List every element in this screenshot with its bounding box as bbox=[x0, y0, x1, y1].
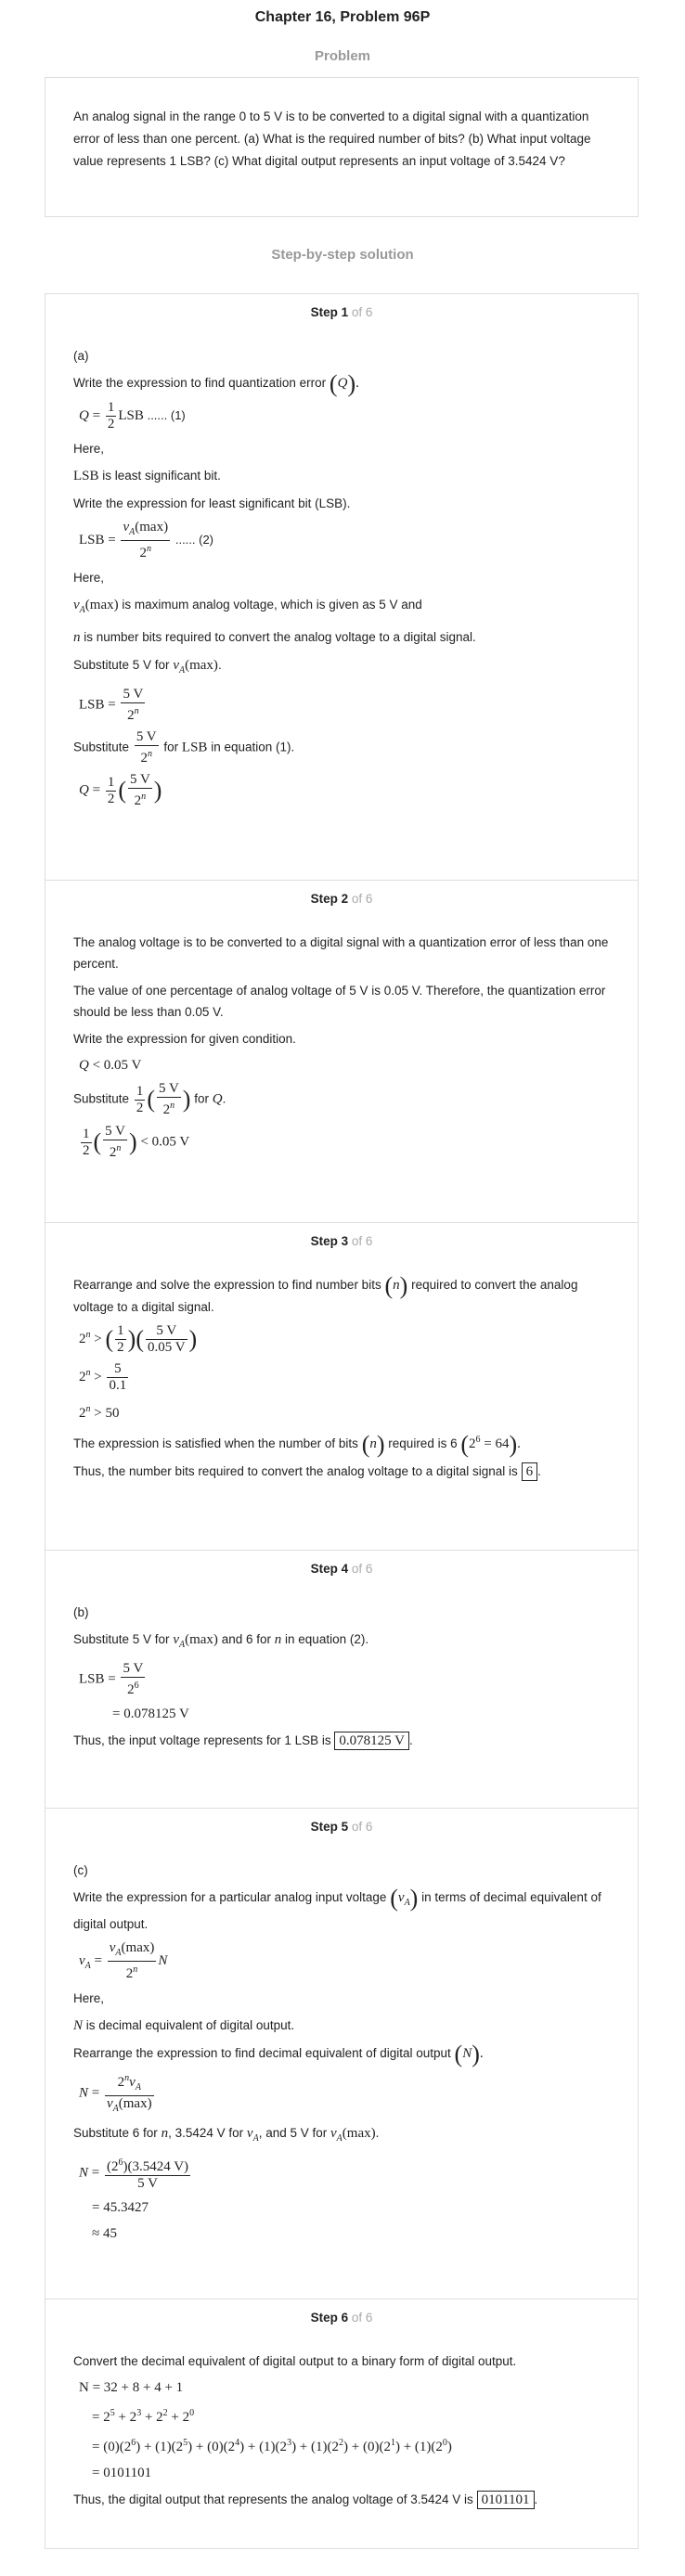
s6-text-1: Convert the decimal equivalent of digital output to a binary form of digital output. bbox=[73, 2354, 517, 2368]
part-c: (c) bbox=[73, 1863, 88, 1877]
solution-heading: Step-by-step solution bbox=[271, 247, 414, 263]
s5-text-2: is decimal equivalent of digital output. bbox=[85, 2018, 295, 2032]
problem-text: An analog signal in the range 0 to 5 V is to be converted to a digital signal with a quantization error of less than one percent. (a) What is the required number of bits? (b) What input voltage value represents 1 LSB? (c) What digital output represents an input voltage of 3.5424 V? bbox=[73, 109, 591, 168]
s5-result-2: ≈ 45 bbox=[92, 2226, 117, 2242]
s4-eq1: LSB = $\frac{5 V}{2^6}$ bbox=[79, 1661, 144, 1697]
s5-result-1: = 45.3427 bbox=[92, 2200, 149, 2216]
s6-text-2: Thus, the digital output that represents the analog voltage of 3.5424 V is bbox=[73, 2492, 473, 2506]
s2-eq1: Q < 0.05 V bbox=[79, 1058, 142, 1073]
s5-text-1b: in terms of decimal equivalent of digital output. bbox=[73, 1890, 601, 1931]
s1-eq1: Q = $\frac{1}{2}$ LSB ...... (1) bbox=[79, 400, 186, 432]
step-6: Step 6 of 6 Convert the decimal equivalent of digital output to a binary form of digital output. N = 32 + 8 + 4 + 1 = $2^5 + 2^3 + 2^2 + 2^0$ = $(0)(2^6) + (1)(2^5) + (0)(2^4) + (1)(2^3) + (1)(2^2) + (0)(2^1) + (1)(2^0)$ = 0101101 Thus, the digital output that represents the analog voltage of 3.5424 V is 0101101 . bbox=[45, 2299, 639, 2549]
s1-text-2: is least significant bit. bbox=[102, 469, 221, 483]
s1-text-7c: in equation (1). bbox=[211, 740, 295, 754]
s3-eq2: $2^n$ > $\frac{5}{0.1}$ bbox=[79, 1361, 127, 1394]
s2-text-4b: for bbox=[194, 1091, 209, 1106]
s4-text-1b: and 6 for bbox=[221, 1632, 271, 1646]
s1-text-4: is maximum analog voltage, which is given as 5 V and bbox=[122, 598, 422, 612]
s5-eq2: N = $\frac{2^nv_A}{v_A(\max)}$ bbox=[79, 2070, 610, 2117]
s5-here: Here, bbox=[73, 1991, 105, 2005]
s1-text-1: Write the expression to find quantization error bbox=[73, 376, 327, 390]
s3-text-2a: The expression is satisfied when the number of bits bbox=[73, 1436, 358, 1451]
step-6-header: Step 6 of 6 bbox=[310, 2311, 373, 2325]
part-a: (a) bbox=[73, 349, 89, 363]
s5-text-4c: , and 5 V for bbox=[258, 2126, 328, 2141]
problem-heading: Problem bbox=[314, 48, 370, 64]
s3-text-1a: Rearrange and solve the expression to find number bits bbox=[73, 1278, 381, 1292]
s6-eq3: = $(0)(2^6) + (1)(2^5) + (0)(2^4) + (1)(2^3) + (1)(2^2) + (0)(2^1) + (1)(2^0)$ bbox=[92, 2438, 452, 2454]
s3-answer: 6 bbox=[522, 1462, 538, 1481]
step-5-header: Step 5 of 6 bbox=[310, 1820, 373, 1834]
page-title: Chapter 16, Problem 96P bbox=[254, 9, 431, 25]
s1-text-3: Write the expression for least significant bit (LSB). bbox=[73, 496, 351, 511]
s1-eq4: Q = $\frac{1}{2}$ ( $\frac{5 V}{2^n}$ ) bbox=[79, 772, 162, 809]
s1-here: Here, bbox=[73, 442, 105, 457]
s4-text-2: Thus, the input voltage represents for 1 LSB is bbox=[73, 1733, 331, 1747]
step-3-header: Step 3 of 6 bbox=[310, 1234, 373, 1248]
step-1-header: Step 1 of 6 bbox=[310, 305, 373, 319]
s1-eq3: LSB = $\frac{5 V}{2^n}$ bbox=[79, 687, 144, 724]
s1-text-5: is number bits required to convert the analog voltage to a digital signal. bbox=[84, 630, 476, 645]
s1-text-7a: Substitute bbox=[73, 740, 130, 754]
part-b: (b) bbox=[73, 1605, 89, 1619]
s1-eq2: LSB = $\frac{v_A(\max)}{2^n}$ ...... (2) bbox=[79, 520, 214, 561]
s5-text-4a: Substitute 6 for bbox=[73, 2126, 158, 2141]
s2-text-4a: Substitute bbox=[73, 1091, 130, 1106]
s6-eq2: = $2^5 + 2^3 + 2^2 + 2^0$ bbox=[92, 2408, 195, 2425]
s4-answer: 0.078125 V bbox=[334, 1732, 409, 1750]
step-3: Step 3 of 6 Rearrange and solve the expression to find number bits (n) required to convert the analog voltage to a digital signal. $2^n$ > ( $\frac{1}{2}$ )( $\frac{5 V}{0.05 V}$ ) $2^n$ > $\frac{5}{0.1}$ $2^n > 50$ The expression is satisfied when the number of bits (n) required is 6 $(2^6 = 64)$. Thus, the number bits required to convert the analog voltage to a digital signal is 6 . bbox=[45, 1222, 639, 1551]
s1-text-7b: for bbox=[163, 740, 179, 754]
s5-text-3: Rearrange the expression to find decimal equivalent of digital output bbox=[73, 2046, 451, 2060]
s6-answer: 0101101 bbox=[477, 2491, 535, 2509]
s1-here-2: Here, bbox=[73, 571, 105, 586]
step-1: Step 1 of 6 (a) Write the expression to find quantization error (Q). Q = $\frac{1}{2}$ LSB ...... (1) Here, LSB is least significant bit. Write the expression for least significant bit (LSB). LSB = $\frac{v_A(\max)}{2^n}$ ...... (2) Here, $v_A(\max)$ is maximum analog voltage, which is given as 5 V and n is number bits required to convert the analog voltage to a digital signal. Substitute 5 V for $v_A(\max)$. LSB = $\frac{5 V}{2^n}$ Substitute $\frac{5 V}{2^n}$ for LSB in equation (1). Q = $\frac{1}{2}$ ( $\frac{5 V}{2^n}$ ) bbox=[45, 293, 639, 881]
s2-text-1: The analog voltage is to be converted to a digital signal with a quantization error of less than one percent. bbox=[73, 935, 609, 971]
s3-text-3: Thus, the number bits required to convert the analog voltage to a digital signal is bbox=[73, 1464, 518, 1479]
s3-eq3: $2^n > 50$ bbox=[79, 1404, 120, 1422]
step-2: Step 2 of 6 The analog voltage is to be converted to a digital signal with a quantization error of less than one percent. The value of one percentage of analog voltage of 5 V is 0.05 V. Therefore, the quantization error should be less than 0.05 V. Write the expression for given condition. Q < 0.05 V Substitute $\frac{1}{2}$ ( $\frac{5 V}{2^n}$ ) for Q. $\frac{1}{2}$ ( $\frac{5 V}{2^n}$ ) < 0.05 V bbox=[45, 880, 639, 1223]
s2-eq2: $\frac{1}{2}$ ( $\frac{5 V}{2^n}$ ) < 0.05 V bbox=[83, 1124, 190, 1160]
s5-eq3: N = $\frac{(2^6)(3.5424 V)}{5 V}$ bbox=[79, 2155, 610, 2192]
s1-text-6: Substitute 5 V for bbox=[73, 658, 170, 673]
s5-text-4b: , 3.5424 V for bbox=[168, 2126, 244, 2141]
s4-result: = 0.078125 V bbox=[112, 1707, 189, 1721]
s6-eq1: N = 32 + 8 + 4 + 1 bbox=[79, 2380, 184, 2395]
s5-eq1: $v_A$ = $\frac{v_A(\max)}{2^n}$ N bbox=[79, 1940, 168, 1981]
s4-text-1a: Substitute 5 V for bbox=[73, 1632, 170, 1646]
step-4-header: Step 4 of 6 bbox=[310, 1562, 373, 1576]
s3-text-2b: required is 6 bbox=[388, 1436, 458, 1451]
step-5: Step 5 of 6 (c) Write the expression for a particular analog input voltage $(v_A)$ in terms of decimal equivalent of digital output. $v_A$ = $\frac{v_A(\max)}{2^n}$ N Here, N is decimal equivalent of digital output. Rearrange the expression to find decimal equivalent of digital output (N). N = $\frac{2^nv_A}{v_A(\max)}$ Substitute 6 for n, 3.5424 V for $v_A$, and 5 V for $v_A(\max)$. N = $\frac{(2^6)(3.5424 V)}{5 V}$ = 45.3427 ≈ 45 bbox=[45, 1808, 639, 2299]
s5-text-1a: Write the expression for a particular analog input voltage bbox=[73, 1890, 387, 1904]
s3-text-1b: required to convert the analog voltage to a digital signal. bbox=[73, 1278, 578, 1315]
step-2-header: Step 2 of 6 bbox=[310, 892, 373, 906]
step-4: Step 4 of 6 (b) Substitute 5 V for $v_A(\max)$ and 6 for n in equation (2). LSB = $\frac{5 V}{2^6}$ = 0.078125 V Thus, the input voltage represents for 1 LSB is 0.078125 V . bbox=[45, 1550, 639, 1809]
problem-box bbox=[45, 77, 639, 217]
s6-eq4: = 0101101 bbox=[92, 2466, 152, 2480]
s4-text-1c: in equation (2). bbox=[285, 1632, 369, 1646]
s2-text-2: The value of one percentage of analog voltage of 5 V is 0.05 V. Therefore, the quantization error should be less than 0.05 V. bbox=[73, 984, 606, 1019]
s2-text-3: Write the expression for given condition. bbox=[73, 1032, 296, 1046]
s3-eq1: $2^n$ > ( $\frac{1}{2}$ )( $\frac{5 V}{0.05 V}$ ) bbox=[79, 1323, 198, 1356]
